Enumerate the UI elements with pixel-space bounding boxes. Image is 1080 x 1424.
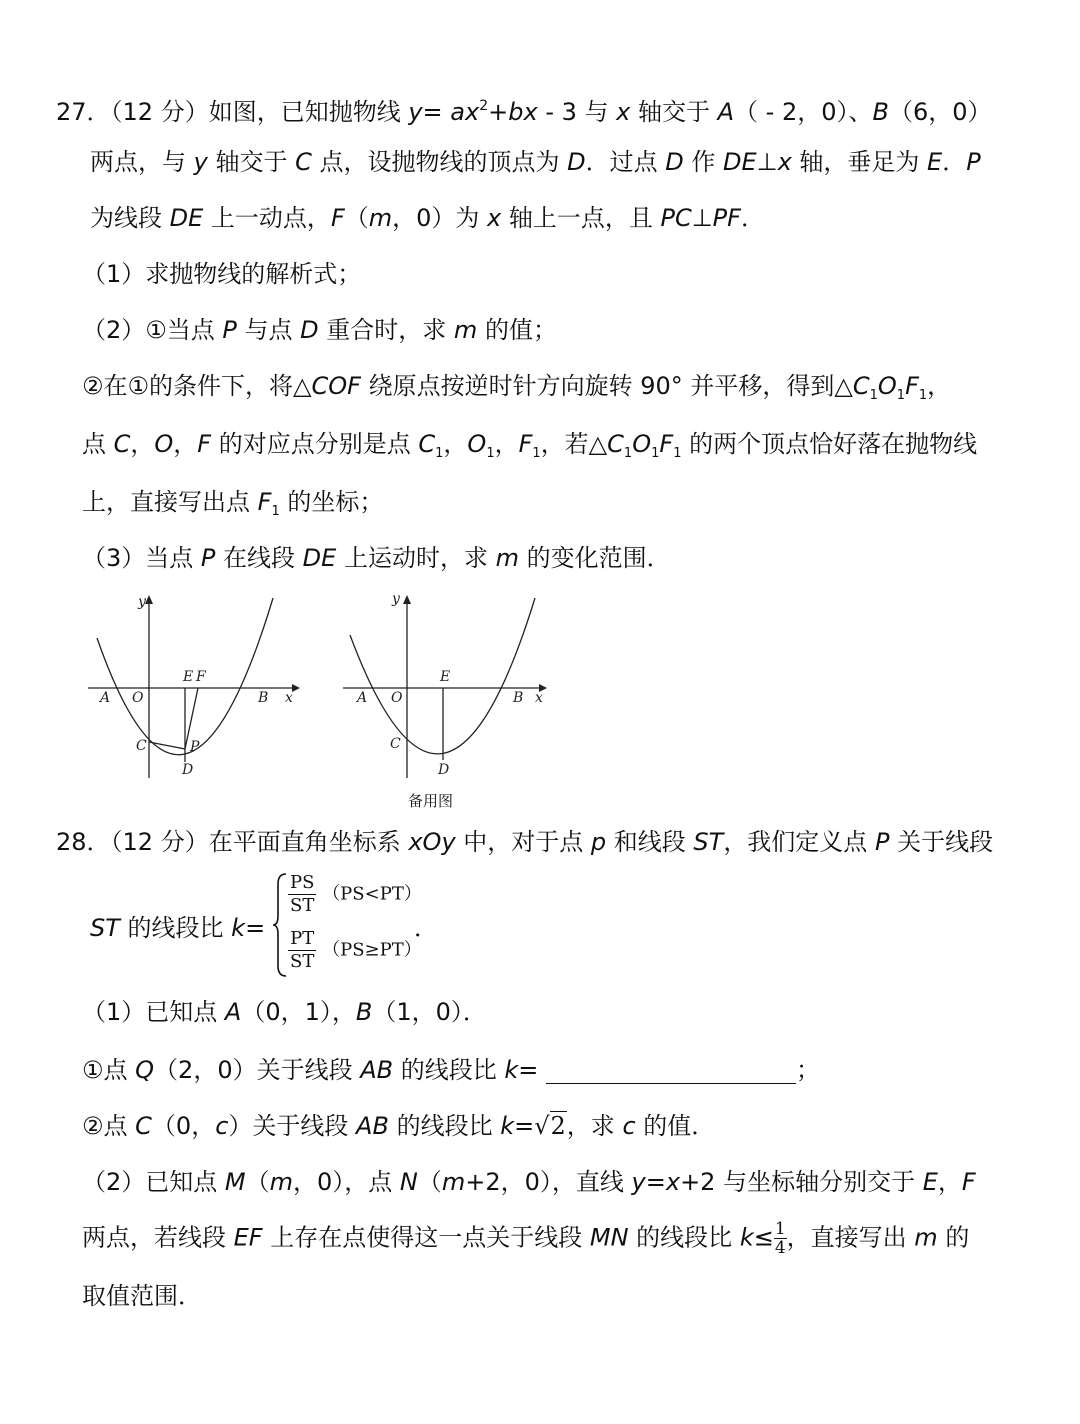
var: PC (660, 204, 692, 232)
var: D (567, 148, 586, 176)
text: ．过点 (585, 148, 666, 176)
var: p (590, 828, 607, 856)
text: ， (937, 1168, 962, 1196)
text: （ - 2，0）、 (734, 98, 873, 126)
q28-part-2-line-2 (82, 1220, 969, 1257)
var: F (518, 430, 533, 458)
q28-part-2-line-3: 取值范围． (82, 1282, 202, 1310)
text: 轴交于 (630, 98, 718, 126)
q27-part-2-3 (82, 428, 977, 470)
var: C (607, 430, 624, 458)
text: 的线段比 (388, 1112, 501, 1140)
text: （1）已知点 (82, 998, 225, 1026)
text: +2，0），直线 (465, 1168, 632, 1196)
condition: （PS<PT） (322, 883, 422, 905)
y-axis-arrow (403, 595, 411, 604)
brace-path (273, 874, 286, 976)
label-E: E (440, 669, 451, 685)
fraction-one-quarter (774, 1220, 787, 1257)
var: A (717, 98, 735, 126)
fraction-PS-ST (288, 872, 316, 917)
text: （ (245, 1168, 270, 1196)
var: k (504, 1056, 519, 1084)
text: = (518, 1056, 539, 1084)
var: AB (356, 1112, 389, 1140)
var: MN (589, 1223, 629, 1252)
var: x (487, 204, 502, 232)
figure-caption: 备用图 (408, 792, 454, 810)
label-B: B (258, 690, 269, 706)
text: ⊥ (756, 148, 778, 176)
var: PF (712, 204, 741, 232)
var: k (231, 914, 246, 942)
text: （ (344, 204, 369, 232)
text: = (422, 98, 451, 126)
label-B: B (513, 690, 524, 706)
text: 重合时，求 (318, 316, 454, 344)
var: B (355, 998, 373, 1026)
var: O (877, 372, 897, 400)
text: ． (740, 204, 765, 232)
text: 两点，与 (90, 148, 194, 176)
q28-definition-label (90, 912, 265, 944)
text: 在线段 (215, 544, 303, 572)
figure-1 (80, 590, 310, 790)
subscript: 1 (486, 446, 495, 461)
subscript: 1 (271, 504, 280, 519)
case-2 (288, 928, 422, 973)
text: 的对应点分别是点 (211, 430, 419, 458)
var: C (852, 372, 870, 400)
var: O (154, 430, 174, 458)
var: x (777, 148, 792, 176)
text: ，0）为 (392, 204, 488, 232)
text: 为线段 (90, 204, 170, 232)
var: c (215, 1112, 229, 1140)
subscript: 1 (869, 388, 878, 403)
q28-part-1-1 (82, 1054, 820, 1086)
text: 的坐标； (279, 488, 384, 516)
text: + (488, 98, 509, 126)
text: = (514, 1112, 535, 1140)
text: ，若△ (540, 430, 608, 458)
text: 和线段 (606, 828, 694, 856)
label-A: A (357, 690, 368, 706)
text: = (645, 1168, 666, 1196)
text: 的线段比 (119, 914, 232, 942)
var: O (632, 430, 652, 458)
text: ⊥ (691, 204, 713, 232)
text: （2，0）关于线段 (154, 1056, 361, 1084)
var: c (622, 1112, 636, 1140)
text: +2 与坐标轴分别交于 (680, 1168, 923, 1196)
text: （1，0）． (372, 998, 487, 1026)
subscript: 1 (673, 446, 682, 461)
var: ST (693, 828, 724, 856)
text: ． (942, 148, 967, 176)
var: m (269, 1168, 294, 1196)
var: y (193, 148, 208, 176)
denominator: ST (290, 895, 315, 916)
numerator: PT (290, 928, 315, 949)
text: 的变化范围． (518, 544, 671, 572)
denominator: 4 (774, 1238, 786, 1258)
fraction-PT-ST (288, 928, 316, 973)
var: A (224, 998, 242, 1026)
var: m (495, 544, 519, 572)
case-1 (288, 872, 422, 917)
q27-line-2 (90, 146, 981, 178)
x-axis-arrow (292, 684, 300, 692)
exponent: 2 (479, 98, 489, 114)
text: ）关于线段 (228, 1112, 357, 1140)
label-D: D (182, 762, 194, 778)
text: 轴交于 (207, 148, 296, 176)
label-x: x (285, 690, 293, 706)
var: ST (90, 914, 120, 942)
subscript: 1 (896, 388, 906, 403)
var: xOy (408, 828, 456, 856)
subscript: 1 (435, 446, 444, 461)
label-O: O (132, 690, 144, 706)
text: ， (494, 430, 519, 458)
var: EF (233, 1223, 263, 1252)
var: C (113, 430, 131, 458)
text: 作 (683, 148, 724, 176)
var: C (295, 148, 312, 176)
var: P (222, 316, 237, 344)
text: （ (417, 1168, 442, 1196)
var: AB (360, 1056, 394, 1084)
q27-line-3 (90, 202, 765, 234)
numerator: 1 (774, 1219, 786, 1239)
left-brace (272, 872, 288, 978)
q27-line-1 (56, 90, 992, 128)
text: ， (927, 372, 952, 400)
var: DE (302, 544, 337, 572)
var: M (224, 1168, 246, 1196)
radicand: 2 (550, 1112, 566, 1140)
var: DE (169, 204, 204, 232)
text: 与点 (236, 316, 301, 344)
numerator: PS (290, 872, 315, 893)
var: k (500, 1112, 515, 1140)
var: y (408, 98, 423, 126)
text: ②在①的条件下，将△ (82, 372, 312, 400)
var: C (135, 1112, 152, 1140)
text: 的线段比 (393, 1056, 505, 1084)
text: 的值． (635, 1112, 716, 1140)
text: 点 (82, 430, 114, 458)
var: P (200, 544, 216, 572)
var: Q (135, 1056, 155, 1084)
var: B (872, 98, 889, 126)
label-y: y (138, 594, 146, 610)
label-C: C (136, 738, 147, 754)
label-A: A (100, 690, 111, 706)
var: m (441, 1168, 466, 1196)
text: 的 (937, 1223, 970, 1252)
var: C (418, 430, 436, 458)
text: 上运动时，求 (336, 544, 496, 572)
var: F (659, 430, 674, 458)
q27-part-2-1 (82, 314, 557, 346)
text: ，求 (566, 1112, 623, 1140)
text: ， (443, 430, 468, 458)
text: ； (796, 1056, 821, 1084)
text: 的两个顶点恰好落在抛物线 (681, 430, 978, 458)
var: m (914, 1223, 938, 1252)
subscript: 1 (623, 446, 633, 461)
var: P (966, 148, 981, 176)
text: ，我们定义点 (723, 828, 875, 856)
text: 关于线段 (889, 828, 994, 856)
q28-part-1 (82, 996, 487, 1028)
text: ②点 (82, 1112, 136, 1140)
label-x: x (535, 690, 543, 706)
var: N (399, 1168, 418, 1196)
var: x (616, 98, 631, 126)
text: ，直接写出 (786, 1223, 915, 1252)
label-E: E (183, 669, 194, 685)
subscript: 1 (918, 388, 928, 403)
var: P (874, 828, 890, 856)
var: D (300, 316, 319, 344)
text: 上，直接写出点 (82, 488, 258, 516)
label-y: y (392, 591, 400, 607)
segment-PC (149, 742, 185, 749)
var: F (197, 430, 212, 458)
text: 轴，垂足为 (791, 148, 928, 176)
text: （6，0） (888, 98, 992, 126)
text: ， (173, 430, 198, 458)
var: bx (508, 98, 538, 126)
var: k (739, 1223, 754, 1252)
text: 的值； (477, 316, 557, 344)
var: F (961, 1168, 976, 1196)
text: （0，1）， (241, 998, 356, 1026)
text: （0， (151, 1112, 216, 1140)
var: E (922, 1168, 938, 1196)
denominator: ST (290, 951, 315, 972)
figure-2 (335, 590, 565, 790)
label-F: F (196, 669, 206, 685)
q27-part-2-4 (82, 486, 383, 528)
text: 上存在点使得这一点关于线段 (262, 1223, 590, 1252)
subscript: 1 (651, 446, 660, 461)
label-D: D (438, 762, 450, 778)
q27-part-2-2 (82, 370, 951, 412)
text: （2）①当点 (82, 316, 223, 344)
text: ①点 (82, 1056, 136, 1084)
var: x (665, 1168, 681, 1196)
text: ， (130, 430, 155, 458)
q28-part-1-2 (82, 1110, 715, 1142)
sqrt-2: √2 (534, 1112, 566, 1140)
text: 中，对于点 (455, 828, 591, 856)
text: （3）当点 (82, 544, 201, 572)
label-P: P (190, 739, 200, 755)
text: 27．（12 分）如图，已知抛物线 (56, 98, 409, 126)
var: F (905, 372, 919, 400)
text: （1）求抛物线的解析式； (82, 260, 362, 288)
label-C: C (390, 736, 401, 752)
answer-blank[interactable] (546, 1057, 796, 1084)
var: m (368, 204, 393, 232)
text: 点，设抛物线的顶点为 (311, 148, 568, 176)
text: = (245, 914, 266, 942)
var: m (453, 316, 478, 344)
var: E (927, 148, 943, 176)
condition: （PS≥PT） (322, 939, 422, 961)
q27-part-1 (82, 258, 361, 290)
var: COF (311, 372, 361, 400)
q27-part-3 (82, 542, 671, 574)
label-O: O (391, 690, 403, 706)
q28-part-2-line-1 (82, 1166, 976, 1198)
text: 绕原点按逆时针方向旋转 90° 并平移，得到△ (360, 372, 853, 400)
subscript: 1 (532, 446, 541, 461)
var: y (631, 1168, 646, 1196)
var: ax (450, 98, 480, 126)
text: （2）已知点 (82, 1168, 225, 1196)
text: - 3 与 (537, 98, 617, 126)
text: 上一动点， (203, 204, 331, 232)
var: O (467, 430, 487, 458)
q28-line-1 (56, 826, 993, 858)
definition-end: ． (414, 914, 438, 942)
text: 28．（12 分）在平面直角坐标系 (56, 828, 409, 856)
text: ，0），点 (293, 1168, 400, 1196)
var: F (257, 488, 272, 516)
text: ≤ (753, 1223, 774, 1252)
y-axis-arrow (145, 595, 153, 604)
var: D (665, 148, 684, 176)
var: DE (723, 148, 757, 176)
text: 两点，若线段 (82, 1223, 234, 1252)
text: 轴上一点，且 (501, 204, 661, 232)
text: 的线段比 (628, 1223, 740, 1252)
var: F (330, 204, 345, 232)
